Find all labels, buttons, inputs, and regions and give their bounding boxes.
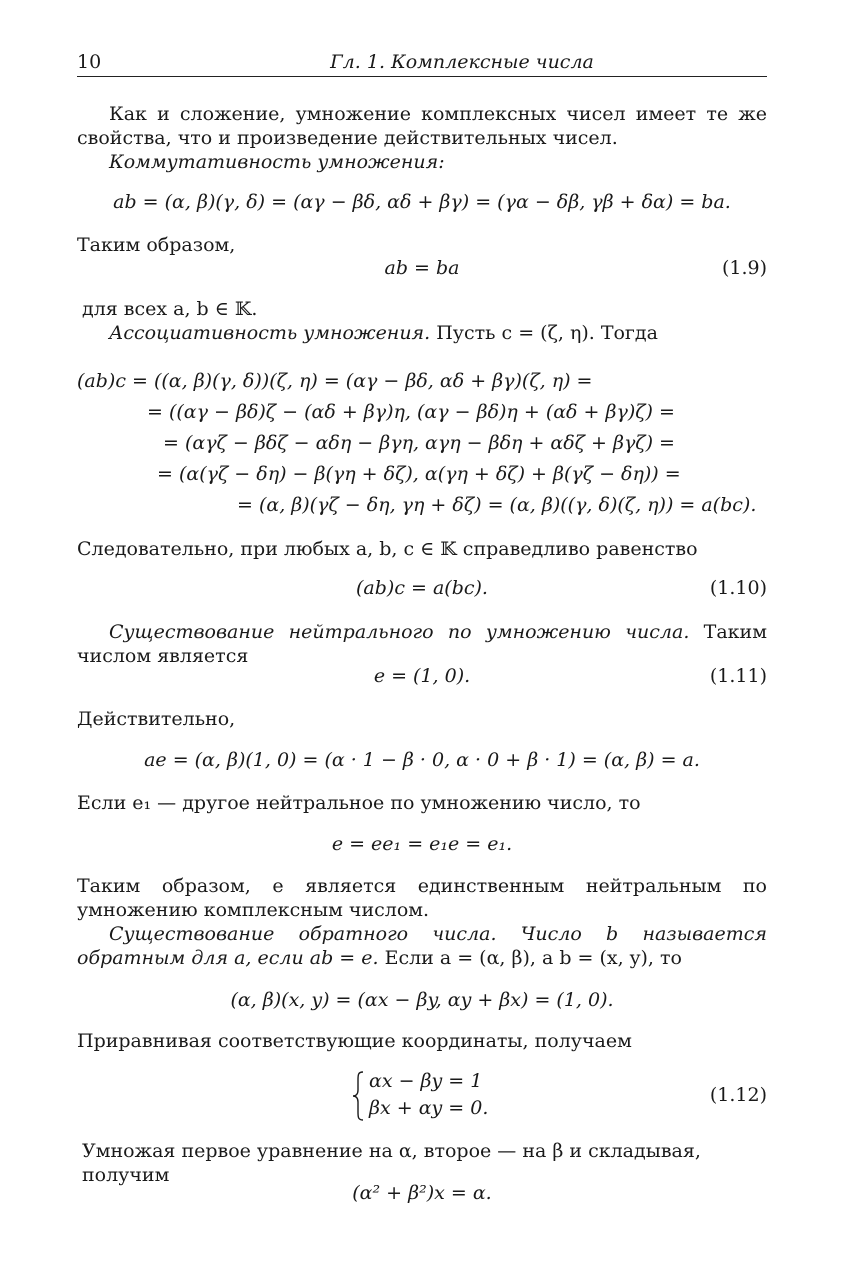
derivation-line: (ab)c = ((α, β)(γ, δ))(ζ, η) = (αγ − βδ, αδ + βγ)(ζ, η) = [77, 370, 593, 392]
equation-number-1-9: (1.9) [721, 257, 767, 279]
equation-number-1-11: (1.11) [709, 665, 767, 687]
for-all-text: для всех a, b ∈ 𝕂. [82, 298, 258, 320]
derivation-line: = (αγζ − βδζ − αδη − βγη, αγη − βδη + αδζ + βγζ) = [163, 432, 675, 454]
equation-1-11-row [77, 664, 767, 688]
if-e1-text: Если e₁ — другое нейтральное по умножению число, то [77, 792, 641, 814]
final-equation: (α² + β²)x = α. [352, 1182, 492, 1204]
equation-number-1-12: (1.12) [709, 1084, 767, 1106]
associativity-paragraph [77, 321, 767, 345]
equation-1-12-row [77, 1069, 767, 1125]
derivation-line: = (α(γζ − δη) − β(γη + δζ), α(γη + δζ) + β(γζ − δη)) = [157, 463, 681, 485]
equating-text: Приравнивая соответствующие координаты, получаем [77, 1030, 632, 1052]
thus-text-2: Таким образом, e является единственным нейтральным по умножению комплексным числом. [77, 875, 767, 921]
system-line-2: βx + αy = 0. [369, 1097, 489, 1119]
page-header [77, 50, 767, 77]
inverse-text: Если a = (α, β), а b = (x, y), то [378, 947, 682, 969]
left-brace-icon [352, 1071, 364, 1121]
neutral-text: Таким числом является [77, 621, 767, 667]
book-page [77, 0, 767, 1269]
derivation-line: = ((αγ − βδ)ζ − (αδ + βγ)η, (αγ − βδ)η + (αδ + βγ)ζ) = [147, 401, 675, 423]
system-line-1: αx − βy = 1 [369, 1070, 483, 1092]
inverse-heading: Существование обратного числа. Число b называется обратным для a, если ab = e. [77, 923, 767, 969]
thus-text-1: Таким образом, [77, 234, 236, 256]
commutativity-heading: Коммутативность умножения: [109, 151, 445, 173]
equation-1-9: ab = ba [384, 257, 460, 279]
equation-1-10-row [77, 576, 767, 600]
commutativity-equation: ab = (α, β)(γ, δ) = (αγ − βδ, αδ + βγ) = (γα − δβ, γβ + δα) = ba. [113, 191, 731, 213]
equation-1-11: e = (1, 0). [373, 665, 471, 687]
inverse-equation: (α, β)(x, y) = (αx − βy, αy + βx) = (1, 0). [230, 989, 614, 1011]
associativity-text: Пусть c = (ζ, η). Тогда [430, 322, 658, 344]
neutral-check-equation: ae = (α, β)(1, 0) = (α · 1 − β · 0, α · 0 + β · 1) = (α, β) = a. [144, 749, 700, 771]
equation-number-1-10: (1.10) [709, 577, 767, 599]
running-title: Гл. 1. Комплексные числа [330, 51, 594, 73]
indeed-text: Действительно, [77, 708, 236, 730]
neutral-heading: Существование нейтрального по умножению числа. [109, 621, 690, 643]
associativity-heading: Ассоциативность умножения. [109, 322, 431, 344]
multiply-text: Умножая первое уравнение на α, второе — на β и складывая, получим [82, 1140, 701, 1186]
hence-text: Следовательно, при любых a, b, c ∈ 𝕂 справедливо равенство [77, 538, 698, 560]
intro-paragraph: Как и сложение, умножение комплексных чисел имеет те же свойства, что и произведение действительных чисел. [77, 103, 767, 149]
inverse-paragraph [77, 922, 767, 970]
uniqueness-equation: e = ee₁ = e₁e = e₁. [331, 833, 513, 855]
equation-1-10: (ab)c = a(bc). [356, 577, 488, 599]
derivation-line: = (α, β)(γζ − δη, γη + δζ) = (α, β)((γ, δ)(ζ, η)) = a(bc). [237, 494, 757, 516]
neutral-paragraph [77, 620, 767, 668]
page-number: 10 [77, 51, 102, 73]
equation-1-9-row [77, 256, 767, 280]
